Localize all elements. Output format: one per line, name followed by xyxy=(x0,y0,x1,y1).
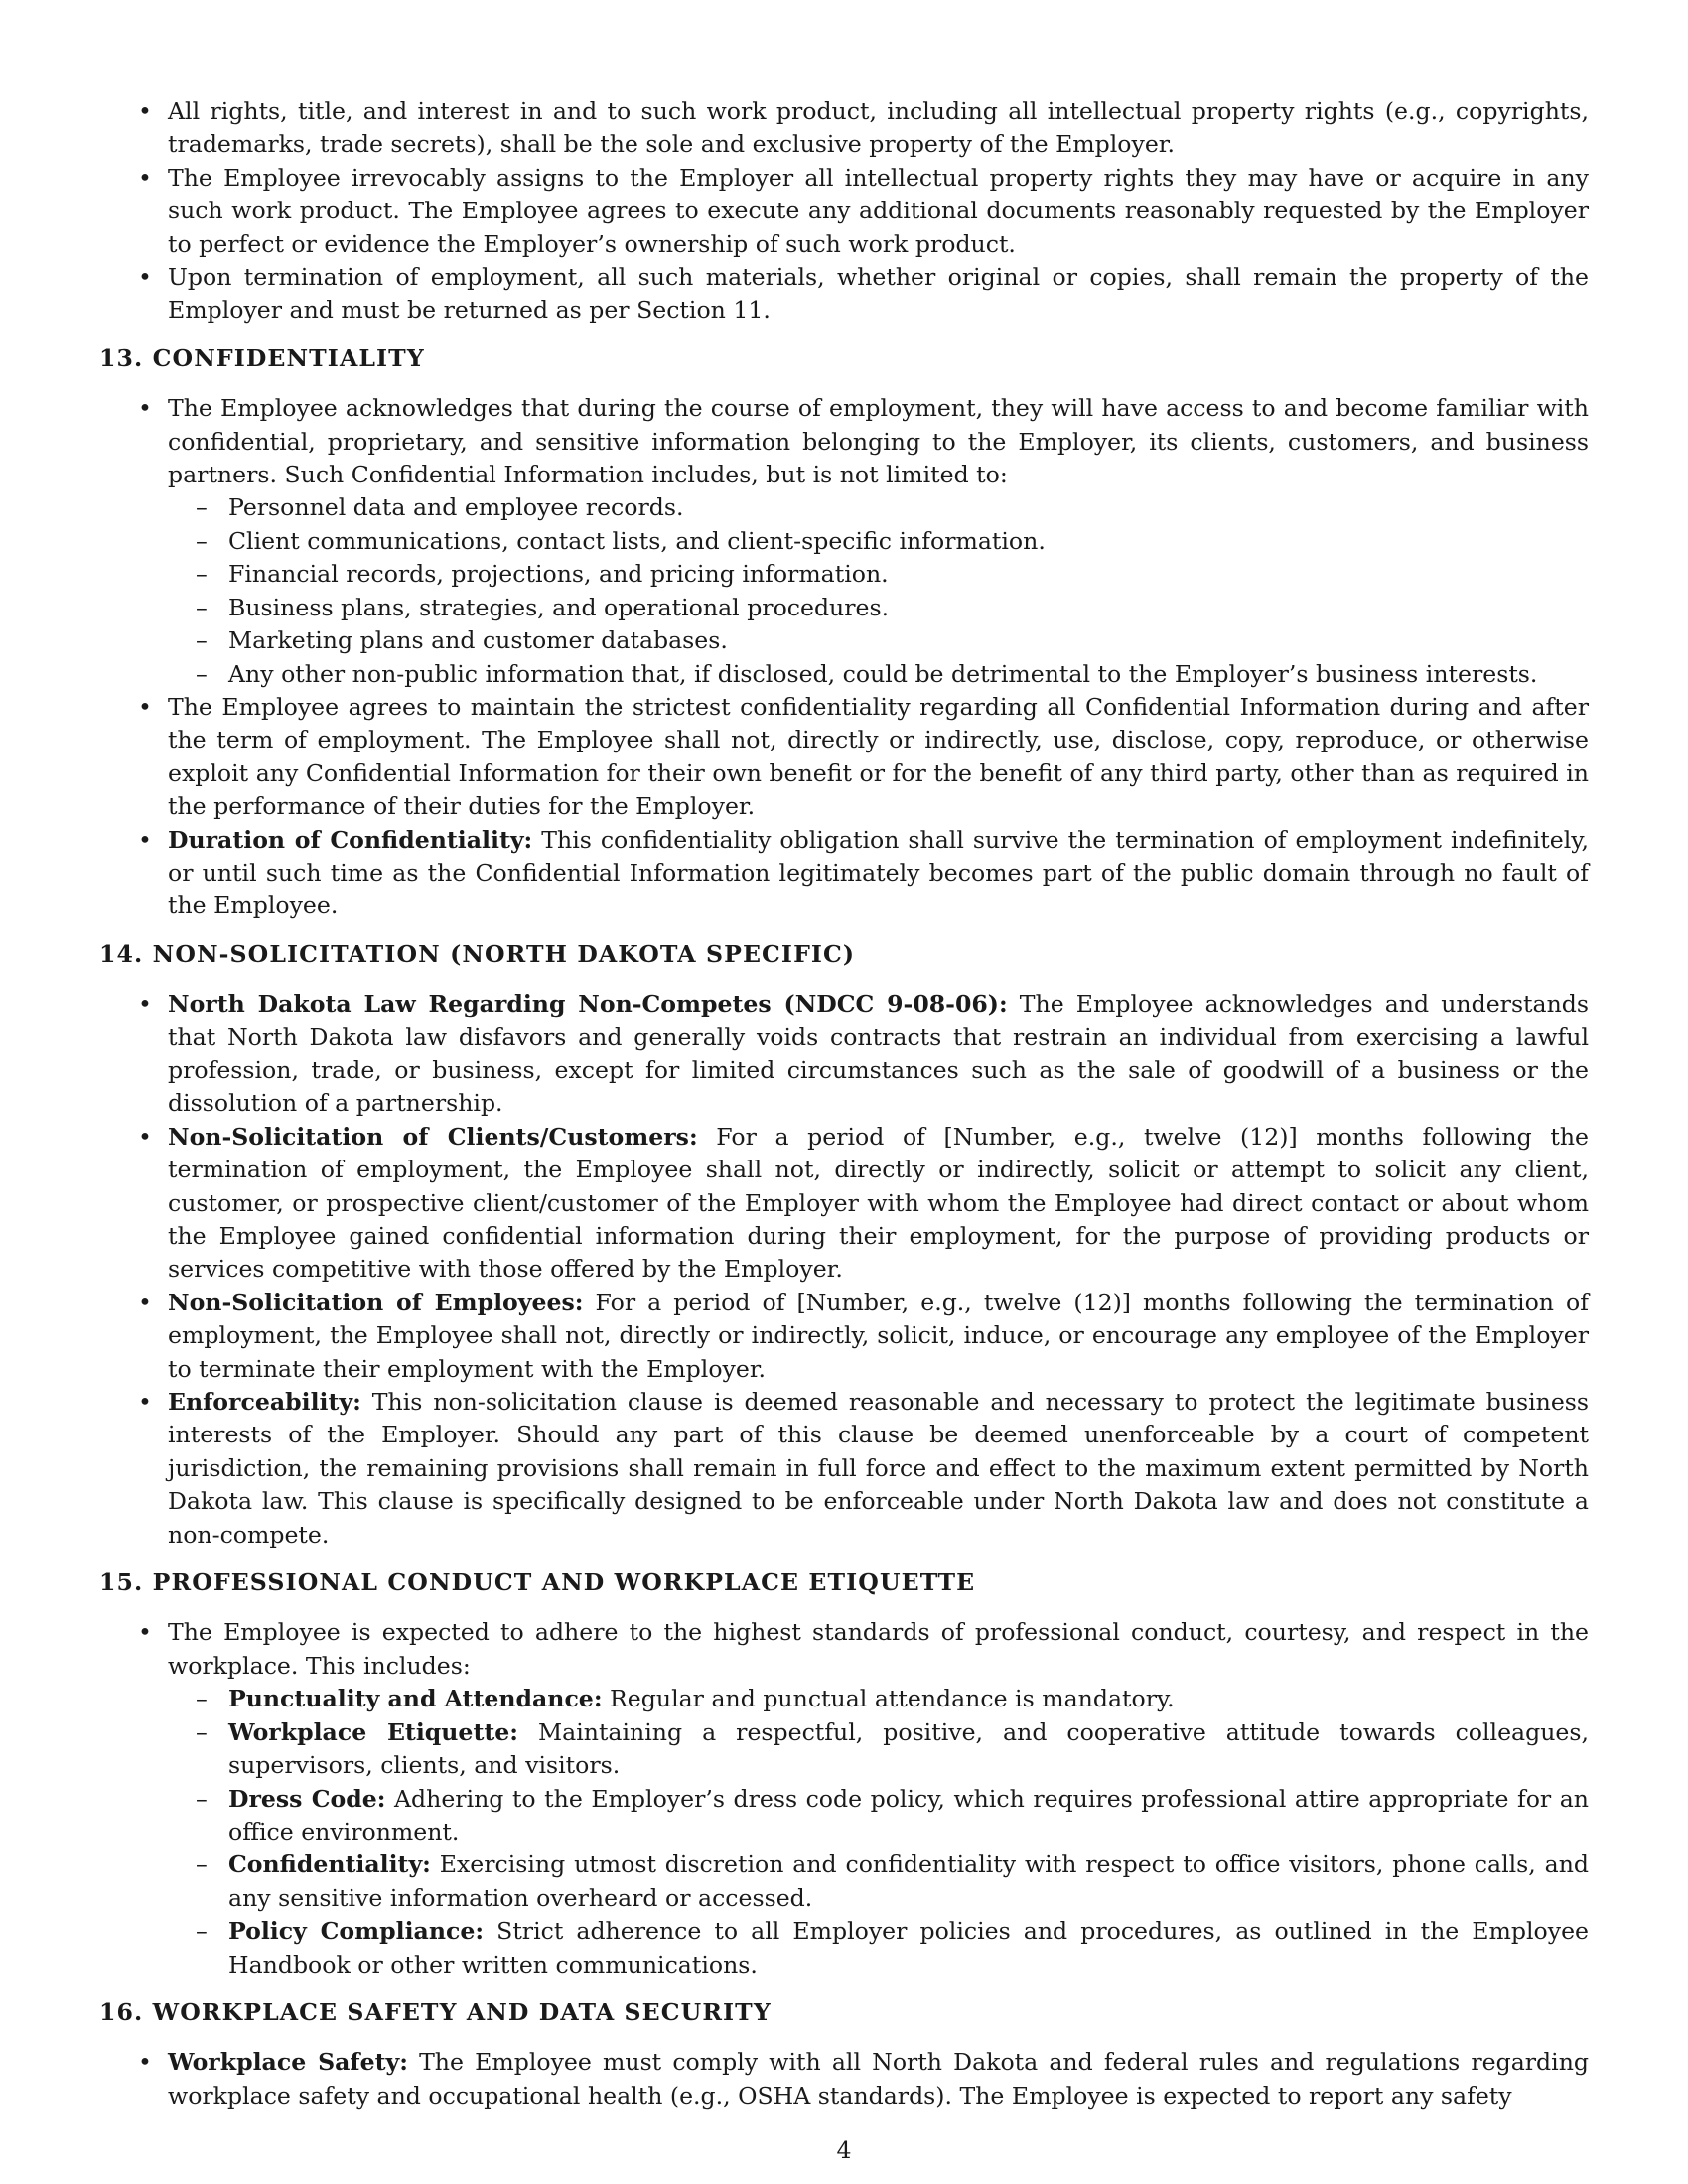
list-item: • The Employee agrees to maintain the strictest confidentiality regarding all Confidential Information during and after the term of employment. The Employee shall not, directly or indirectly, use, disclose, copy, reproduce, or otherwise exploit any Confidential Information for their own benefit or for the benefit of any third party, other than as required in the performance of their duties for the Employer. xyxy=(99,691,1589,824)
list-item: • The Employee irrevocably assigns to the Employer all intellectual property rights they may have or acquire in any such work product. The Employee agrees to execute any additional documents reasonably requested by the Employer to perfect or evidence the Employer’s ownership of such work product. xyxy=(99,162,1589,261)
item-label: Punctuality and Attendance: xyxy=(228,1685,603,1713)
list-item xyxy=(99,1616,1589,1980)
section-14-list xyxy=(99,988,1589,1552)
bullet-text: The Employee must comply with all North Dakota and federal rules and regulations regarding workplace safety and occupational health (e.g., OSHA standards). The Employee is expected to report any safety xyxy=(168,2048,1589,2110)
sub-list-item xyxy=(99,1683,1589,1715)
item-text: Exercising utmost discretion and confidentiality with respect to office visitors, phone calls, and any sensitive information overheard or accessed. xyxy=(228,1850,1589,1912)
confidential-info-sublist xyxy=(168,491,1589,690)
page-number: 4 xyxy=(836,2136,852,2164)
bullet-label: Enforceability: xyxy=(168,1388,361,1417)
bullet-text: The Employee acknowledges that during the course of employment, they will have access to and become familiar with confidential, proprietary, and sensitive information belonging to the Employer, its clients, customers, and business partners. Such Confidential Information includes, but is not limited to: xyxy=(168,394,1589,489)
list-item xyxy=(99,2046,1589,2113)
bullet-label: Non-Solicitation of Clients/Customers: xyxy=(168,1122,698,1151)
bullet-text: For a period of [Number, e.g., twelve (12)] months following the termination of employment, the Employee shall not, directly or indirectly, solicit, induce, or encourage any employee of the Employer to terminate their employment with the Employer. xyxy=(168,1288,1589,1383)
item-text: Maintaining a respectful, positive, and cooperative attitude towards colleagues, supervisors, clients, and visitors. xyxy=(228,1717,1589,1780)
item-label: Confidentiality: xyxy=(228,1850,431,1879)
sub-list-item xyxy=(99,1783,1589,1849)
bullet-text: For a period of [Number, e.g., twelve (12)] months following the termination of employment, the Employee shall not, directly or indirectly, solicit or attempt to solicit any client, customer, or prospective client/customer of the Employer with whom the Employee had direct contact or about whom the Employee gained confidential information during their employment, for the purpose of providing products or services competitive with those offered by the Employer. xyxy=(168,1122,1589,1284)
item-label: Workplace Etiquette: xyxy=(228,1717,518,1746)
bullet-label: Non-Solicitation of Employees: xyxy=(168,1288,584,1316)
sub-list-item: – Marketing plans and customer databases. xyxy=(99,624,1589,657)
sub-list-item: – Business plans, strategies, and operational procedures. xyxy=(99,592,1589,624)
section-15-heading: 15. PROFESSIONAL CONDUCT AND WORKPLACE ETIQUETTE xyxy=(99,1569,976,1597)
item-text: Strict adherence to all Employer policies and procedures, as outlined in the Employee Handbook or other written communications. xyxy=(228,1917,1589,1979)
bullet-label: Duration of Confidentiality: xyxy=(168,825,533,854)
list-item xyxy=(99,1287,1589,1386)
document-page xyxy=(99,95,1589,2113)
list-item xyxy=(99,1121,1589,1287)
list-item: • All rights, title, and interest in and to such work product, including all intellectual property rights (e.g., copyrights, trademarks, trade secrets), shall be the sole and exclusive property of the Employer. xyxy=(99,95,1589,162)
list-item xyxy=(99,1386,1589,1552)
section-16-heading: 16. WORKPLACE SAFETY AND DATA SECURITY xyxy=(99,1997,772,2026)
bullet-text: This confidentiality obligation shall survive the termination of employment indefinitely, or until such time as the Confidential Information legitimately becomes part of the public domain through no fault of the Employee. xyxy=(168,825,1589,920)
section-13-heading: 13. CONFIDENTIALITY xyxy=(99,343,425,372)
item-label: Dress Code: xyxy=(228,1784,386,1813)
bullet-text: The Employee acknowledges and understands that North Dakota law disfavors and generally voids contracts that restrain an individual from exercising a lawful profession, trade, or business, except for limited circumstances such as the sale of goodwill of a business or the dissolution of a partnership. xyxy=(168,990,1590,1118)
bullet-label: Workplace Safety: xyxy=(168,2048,408,2077)
intro-bullet-list xyxy=(99,95,1589,328)
list-item xyxy=(99,988,1589,1121)
sub-list-item: – Personnel data and employee records. xyxy=(99,491,1589,524)
sub-list-item: – Financial records, projections, and pricing information. xyxy=(99,558,1589,591)
sub-list-item xyxy=(99,1716,1589,1783)
item-text: Adhering to the Employer’s dress code policy, which requires professional attire appropriate for an office environment. xyxy=(228,1784,1589,1845)
section-16-list xyxy=(99,2046,1589,2113)
section-14-heading: 14. NON-SOLICITATION (NORTH DAKOTA SPECIFIC) xyxy=(99,939,856,968)
sub-list-item: – Client communications, contact lists, and client-specific information. xyxy=(99,525,1589,558)
bullet-text: The Employee is expected to adhere to the highest standards of professional conduct, courtesy, and respect in the workplace. This includes: xyxy=(168,1618,1589,1680)
section-13-list xyxy=(99,392,1589,923)
conduct-sublist xyxy=(168,1683,1589,1981)
list-item xyxy=(99,392,1589,691)
list-item xyxy=(99,824,1589,923)
list-item: • Upon termination of employment, all such materials, whether original or copies, shall remain the property of the Employer and must be returned as per Section 11. xyxy=(99,261,1589,328)
item-label: Policy Compliance: xyxy=(228,1917,485,1946)
item-text: Regular and punctual attendance is mandatory. xyxy=(602,1685,1175,1713)
bullet-text: This non-solicitation clause is deemed reasonable and necessary to protect the legitimate business interests of the Employer. Should any part of this clause be deemed unenforceable by a court of competent jurisdiction, the remaining provisions shall remain in full force and effect to the maximum extent permitted by North Dakota law. This clause is specifically designed to be enforceable under North Dakota law and does not constitute a non-compete. xyxy=(168,1388,1589,1549)
sub-list-item: – Any other non-public information that, if disclosed, could be detrimental to the Employer’s business interests. xyxy=(99,658,1589,691)
sub-list-item xyxy=(99,1915,1589,1981)
section-15-list xyxy=(99,1616,1589,1980)
sub-list-item xyxy=(99,1848,1589,1915)
bullet-label: North Dakota Law Regarding Non-Competes (NDCC 9-08-06): xyxy=(168,990,1008,1019)
